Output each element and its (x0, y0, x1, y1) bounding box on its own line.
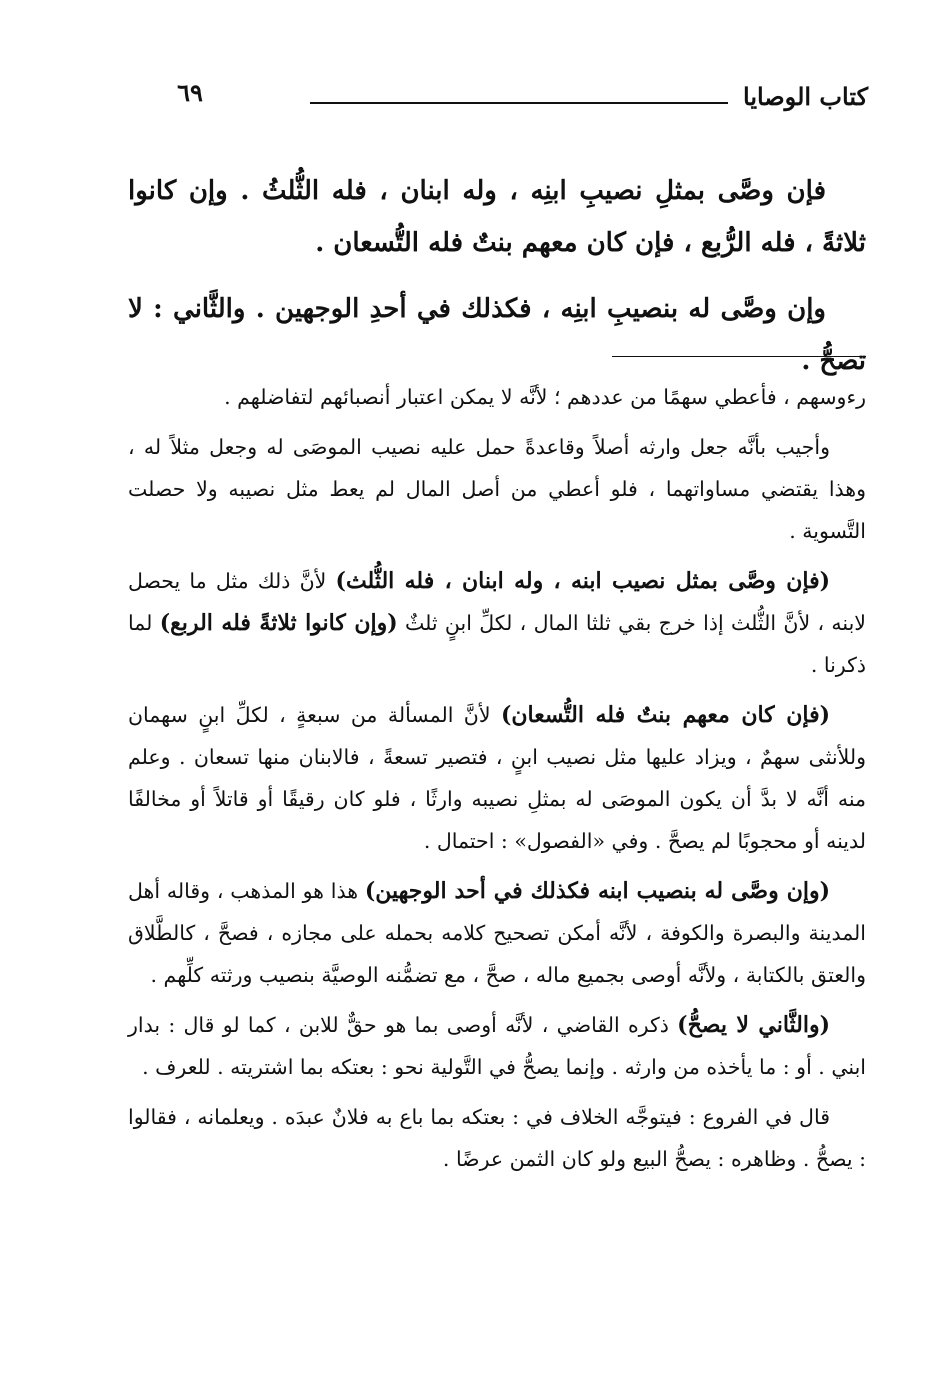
commentary-paragraph: رءوسهم ، فأعطي سهمًا من عددهم ؛ لأنَّه لا يمكن اعتبار أنصبائهم لتفاضلهم . (224, 385, 866, 409)
matn-text (128, 165, 866, 387)
commentary-paragraph (128, 694, 866, 862)
commentary-text-run: هذا هو المذهب ، وقاله أهل المدينة والبصرة والكوفة ، لأنَّه أمكن تصحيح كلامه بحمله على مجازه ، فصحَّ ، كالطَّلاق والعتق بالكتابة ، ولأنَّه أوصى بجميع ماله ، صحَّ ، مع تضمُّنه الوصيَّة بنصيب ورثته كلِّهم . (128, 879, 866, 987)
commentary-paragraph: قال في الفروع : فيتوجَّه الخلاف في : بعتكه بما باع به فلانٌ عبدَه . ويعلمانه ، فقالوا : يصحُّ . وظاهره : يصحُّ البيع ولو كان الثمن عرضًا . (128, 1105, 866, 1171)
header-rule (310, 102, 728, 104)
commentary-text-run: لأنَّ المسألة من سبعةٍ ، لكلِّ ابنٍ سهمان وللأنثى سهمٌ ، ويزاد عليها مثل نصيب ابنٍ ، فتصير تسعةً ، فالابنان منها تسعان . وعلم منه أنَّه لا بدَّ أن يكون الموصَى له بمثلِ نصيبه وارثًا ، فلو كان رقيقًا أو قاتلاً أو مخالفًا لدينه أو محجوبًا لم يصحَّ . وفي «الفصول» : احتمال . (128, 703, 866, 853)
section-divider (612, 356, 866, 357)
commentary-paragraph (128, 870, 866, 996)
quoted-matn: (فإن وصَّى بمثل نصيب ابنه ، وله ابنان ، فله الثُّلث) (335, 568, 831, 594)
commentary-text-run: لما ذكرنا . (128, 611, 866, 677)
commentary-text (128, 376, 866, 1180)
commentary-paragraph (128, 560, 866, 686)
page-header (150, 78, 868, 122)
commentary-text-run: ذكره القاضي ، لأنَّه أوصى بما هو حقٌّ للابن ، كما لو قال : بدار ابني . أو : ما يأخذه من وارثه . وإنما يصحُّ في التَّولية نحو : بعتكه بما اشتريته . للعرف . (128, 1013, 866, 1079)
commentary-paragraph (128, 1004, 866, 1088)
commentary-text-run: لأنَّ ذلك مثل ما يحصل لابنه ، لأنَّ الثُّلث إذا خرج بقي ثلثا المال ، لكلِّ ابنٍ ثلثٌ (128, 569, 866, 635)
quoted-matn: (فإن كان معهم بنتٌ فله التُّسعان) (500, 702, 831, 728)
quoted-matn: (والثَّاني لا يصحُّ) (677, 1012, 831, 1038)
matn-paragraph: وإن وصَّى له بنصيبِ ابنِه ، فكذلك في أحدِ الوجهين . والثَّاني : لا تصحُّ . (128, 294, 866, 376)
matn-paragraph: فإن وصَّى بمثلِ نصيبِ ابنِه ، وله ابنان ، فله الثُّلثُ . وإن كانوا ثلاثةً ، فله الرُّبع ، فإن كان معهم بنتٌ فله التُّسعان . (128, 176, 866, 258)
quoted-matn: (وإن وصَّى له بنصيب ابنه فكذلك في أحد الوجهين) (364, 878, 830, 904)
quoted-matn: (وإن كانوا ثلاثةً فله الربع) (159, 610, 398, 636)
running-title: كتاب الوصايا (743, 82, 868, 111)
commentary-paragraph: وأجيب بأنَّه جعل وارثه أصلاً وقاعدةً حمل عليه نصيب الموصَى له وجعل مثلاً له ، وهذا يقتضي مساواتهما ، فلو أعطي من أصل المال لم يعط مثل نصيبه ولا حصلت التَّسوية . (128, 435, 866, 543)
page-number: ٦٩ (177, 78, 203, 107)
